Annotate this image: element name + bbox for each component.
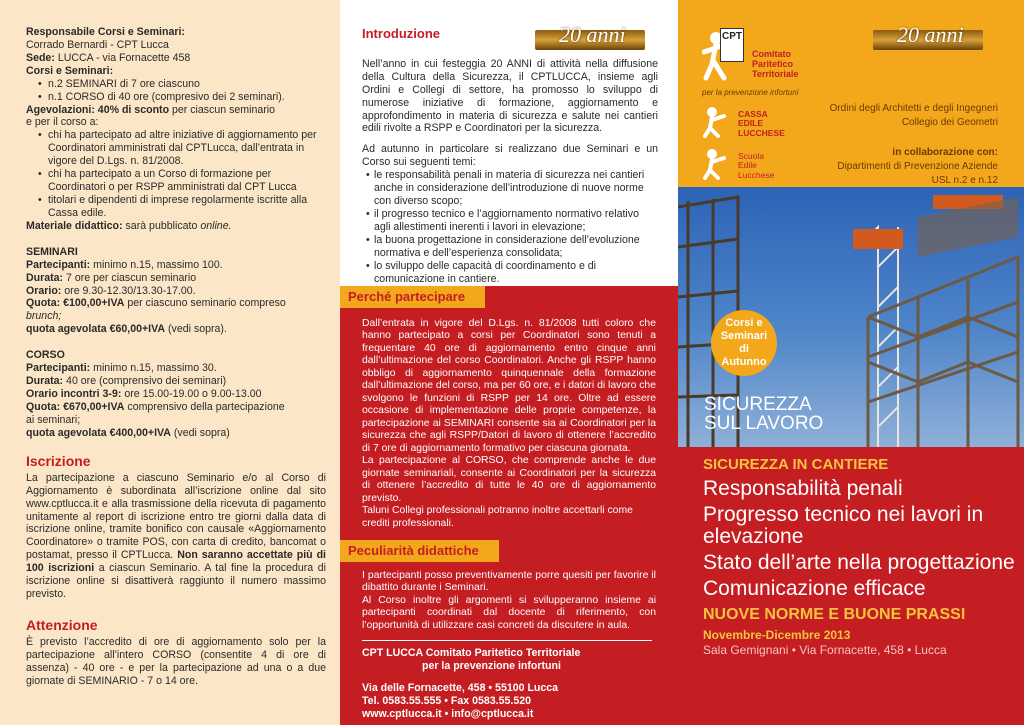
perche-title: Perché partecipare bbox=[340, 286, 485, 308]
anniversary-badge bbox=[535, 22, 645, 56]
corso-value: comprensivo della partecipazione bbox=[127, 400, 285, 413]
resp-label: Responsabile Corsi e Seminari: bbox=[26, 26, 185, 38]
collab-label: in collaborazione con: bbox=[892, 147, 998, 158]
cpt-name: Paritetico bbox=[752, 58, 794, 69]
responsabile-section bbox=[26, 26, 326, 233]
sede-value: LUCCA - via Fornacette 458 bbox=[57, 51, 191, 64]
main-title: SICUREZZA IN CANTIERE bbox=[703, 456, 889, 473]
attenzione-title: Attenzione bbox=[26, 616, 98, 633]
header-block bbox=[678, 0, 1024, 187]
collab-line: Dipartimenti di Prevenzione Aziende bbox=[837, 161, 998, 172]
collab-block bbox=[837, 146, 998, 188]
left-panel bbox=[0, 0, 340, 725]
circle-line: Autunno bbox=[721, 356, 767, 369]
mat-label: Materiale didattico: bbox=[26, 219, 123, 232]
corso-agev-value: (vedi sopra) bbox=[173, 426, 230, 439]
intro-p2: Ad autunno in particolare si realizzano due Seminari e un Corso sui seguenti temi: bbox=[362, 143, 658, 169]
cassa-edile-logo bbox=[702, 104, 785, 142]
intro-item: • la buona progettazione in considerazione dell’evoluzione normativa e dell’esperienza consolidata; bbox=[362, 234, 658, 260]
iscrizione-body: La partecipazione a ciascuno Seminario e/o al Corso di Aggiornamento è subordinata all’iscrizione online dal sito www.cptlucca.it e alla trasmissione della ricevuta di pagamento unitamente al report di iscrizione entro tre giorni dalla data di iscrizione online, tramite bonifico con causale «Aggiornamento Coordinatore» o tramite POS, con carta di credito, bancomat o postamat, presso il CPTLucca. bbox=[26, 471, 326, 562]
agev-rest: per ciascun seminario bbox=[172, 103, 276, 116]
cassa-label: CASSA bbox=[738, 109, 768, 119]
intro-item: • lo sviluppo delle capacità di coordinamento e di comunicazione in cantiere. bbox=[362, 260, 658, 286]
divider bbox=[362, 640, 652, 641]
scaffolding-photo bbox=[678, 187, 1024, 447]
sede-label: Sede: bbox=[26, 51, 55, 64]
ordini-block bbox=[830, 102, 998, 130]
seminari-brunch: brunch; bbox=[26, 310, 62, 323]
corso-title: CORSO bbox=[26, 349, 65, 362]
circle-line: Seminari bbox=[720, 329, 768, 342]
sicurezza-lavoro bbox=[704, 395, 823, 433]
circle-line: Corsi e bbox=[725, 316, 763, 329]
ordini-line: Ordini degli Architetti e degli Ingegneri bbox=[829, 103, 998, 114]
topic: Comunicazione efficace bbox=[703, 577, 926, 601]
agev-cont: e per il corso a: bbox=[26, 116, 99, 129]
seminari-value: minimo n.15, massimo 100. bbox=[93, 258, 223, 271]
cpt-name: Comitato bbox=[752, 49, 791, 59]
scuola-edile-logo bbox=[702, 146, 775, 184]
corsi-item: • n.1 CORSO di 40 ore (compresivo dei 2 seminari). bbox=[26, 91, 326, 104]
corso-label: Partecipanti: bbox=[26, 362, 91, 375]
intro-item: • le responsabilità penali in materia di sicurezza nei cantieri anche in considerazione dell’introduzione di nuove norme con diverso scopo; bbox=[362, 169, 658, 208]
pecul-text2: Al Corso inoltre gli argomenti si svilupperanno insieme ai partecipanti coordinati dal docente di riferimento, con l’opportunità di utilizzare casi concreti da discutere in aula. bbox=[362, 594, 656, 631]
seminari-agev-label: quota agevolata €60,00+IVA bbox=[26, 323, 166, 336]
corso-agev-label: quota agevolata €400,00+IVA bbox=[26, 426, 171, 439]
cpt-box: CPT bbox=[720, 28, 744, 62]
corso-seminari: ai seminari; bbox=[26, 413, 81, 426]
ordini-line: Collegio dei Geometri bbox=[901, 117, 998, 128]
corso-label: Durata: bbox=[26, 375, 64, 388]
agev-item: • chi ha partecipato ad altre iniziative di aggiornamento per Coordinatori amministrati dal CPTLucca, dall’entrata in vigore del D.Lgs. n. 81/2008. bbox=[26, 129, 326, 168]
iscrizione-title: Iscrizione bbox=[26, 452, 91, 469]
sl-line: SUL LAVORO bbox=[704, 413, 824, 434]
badge-text: 20 anni bbox=[559, 22, 626, 47]
seminari-label: Partecipanti: bbox=[26, 258, 91, 271]
org-line1: CPT LUCCA Comitato Paritetico Territoriale bbox=[362, 647, 581, 660]
phone: Tel. 0583.55.555 • Fax 0583.55.520 bbox=[362, 695, 532, 708]
cpt-tag: per la prevenzione infortuni bbox=[702, 88, 799, 97]
collab-line: USL n.2 e n.12 bbox=[931, 175, 998, 186]
intro-title: Introduzione bbox=[362, 26, 440, 41]
pecul-text: I partecipanti posso preventivamente porre quesiti per favorire il dibattito durante i Seminari. bbox=[362, 569, 656, 594]
event-location: Sala Gemignani • Via Fornacette, 458 • Lucca bbox=[703, 642, 947, 657]
corso-value: minimo n.15, massimo 30. bbox=[93, 362, 217, 375]
event-date: Novembre-Dicembre 2013 bbox=[703, 628, 851, 643]
scuola-label: Lucchese bbox=[738, 169, 775, 180]
intro-item: • il progresso tecnico e l’aggiornamento normativo relativo agli allestimenti inerenti i lavori in elevazione; bbox=[362, 208, 658, 234]
perche-text2: La partecipazione al CORSO, che comprende anche le due giornate seminariali, consente ai Coordinatori per la sicurezza di ottenere l’accredito di tutte le 40 ore di aggiornamento previsto. bbox=[362, 455, 656, 504]
perche-text: Dall’entrata in vigore del D.Lgs. n. 81/2008 tutti coloro che hanno partecipato a corsi per Coordinatori sono tenuti a frequentare 40 ore di aggiornamento entro cinque anni dall’ultimazione del corso Coordinatori. Anche gli RSPP hanno obbligo di aggiornamento quinquennale della formazione dall’ultimazione del corso, ma per 60 ore, e i datori di lavoro che svolgono le funzioni di RSPP per 14 ore. Oltre ad essere occasione di implementazione delle proprie competenze, la partecipazione ai SEMINARI consente sia ai Coordinatori per la sicurezza che agli RSPP/Datori di lavoro di ottenere l’accredito di 7 ore di aggiornamento formativo per ciascuna giornata. bbox=[362, 317, 656, 454]
topics-block bbox=[678, 447, 1024, 725]
corso-value: 40 ore (comprensivo dei seminari) bbox=[66, 375, 227, 388]
sl-line: SICUREZZA bbox=[704, 394, 812, 415]
corsi-label: Corsi e Seminari: bbox=[26, 64, 114, 77]
corso-value: ore 15.00-19.00 o 9.00-13.00 bbox=[124, 387, 262, 400]
intro-p1: Nell’anno in cui festeggia 20 ANNI di attività nella diffusione della Cultura della Sicurezza, il CPTLUCCA, insieme agli Ordini e Collegi di settore, ha promosso lo sviluppo di numerose iniziative di formazione, aggiornamento e approfondimento in materia di sicurezza e salute nei cantieri edili rivolte a RSPP e Coordinatori per la sicurezza. bbox=[362, 57, 658, 135]
corso-label: Orario incontri 3-9: bbox=[26, 387, 122, 400]
anniversary-badge bbox=[873, 22, 983, 56]
red-section bbox=[340, 286, 678, 725]
pecul-title: Peculiarità didattiche bbox=[340, 540, 499, 562]
topic: Responsabilità penali bbox=[703, 477, 903, 501]
agev-item: • chi ha partecipato a un Corso di formazione per Coordinatori o per RSPP amministrati dal CPT Lucca bbox=[26, 168, 326, 194]
corsi-item: • n.2 SEMINARI di 7 ore ciascuno bbox=[26, 78, 326, 91]
website[interactable]: www.cptlucca.it • info@cptlucca.it bbox=[362, 708, 534, 721]
topic: Stato dell’arte nella progettazione bbox=[703, 551, 1015, 575]
cassa-label: LUCCHESE bbox=[738, 127, 785, 138]
topic: Progresso tecnico nei lavori in elevazione bbox=[703, 503, 984, 549]
corso-section bbox=[26, 349, 326, 439]
seminari-agev-value: (vedi sopra). bbox=[168, 323, 227, 336]
right-panel bbox=[678, 0, 1024, 725]
cpt-name: Territoriale bbox=[752, 68, 799, 79]
agev-label: Agevolazioni: 40% di sconto bbox=[26, 103, 170, 116]
mat-online: online. bbox=[200, 219, 232, 232]
corso-label: Quota: €670,00+IVA bbox=[26, 400, 125, 413]
seminari-title: SEMINARI bbox=[26, 245, 78, 258]
seminari-label: Durata: bbox=[26, 271, 64, 284]
season-circle bbox=[711, 310, 777, 376]
seminari-label: Orario: bbox=[26, 284, 62, 297]
org-line2: per la prevenzione infortuni bbox=[422, 660, 561, 673]
scuola-label: Edile bbox=[738, 160, 757, 171]
seminari-section bbox=[26, 246, 326, 336]
cpt-logo bbox=[702, 26, 799, 97]
attenzione-text: È previsto l’accredito di ore di aggiornamento solo per la partecipazione all’intero CORSO (consentite 4 di ore di assenza) - 40 ore - e per la partecipazione ad una o a due giornate di SEMINARIO - 7 o 14 ore. bbox=[26, 636, 326, 687]
iscrizione-text bbox=[26, 472, 326, 601]
resp-name: Corrado Bernardi - CPT Lucca bbox=[26, 38, 169, 51]
cassa-label: EDILE bbox=[738, 118, 764, 129]
perche-text3: Taluni Collegi professionali potranno inoltre accettarli come crediti professionali. bbox=[362, 505, 633, 529]
subtitle: NUOVE NORME E BUONE PRASSI bbox=[703, 605, 966, 623]
seminari-value: 7 ore per ciascun seminario bbox=[66, 271, 197, 284]
seminari-label: Quota: €100,00+IVA bbox=[26, 297, 125, 310]
seminari-value: ore 9.30-12.30/13.30-17.00. bbox=[64, 284, 196, 297]
middle-panel bbox=[340, 0, 678, 725]
seminari-value: per ciascuno seminario compreso bbox=[127, 297, 286, 310]
agev-item: • titolari e dipendenti di imprese regolarmente iscritte alla Cassa edile. bbox=[26, 194, 326, 220]
badge-text: 20 anni bbox=[897, 22, 964, 47]
circle-line: di bbox=[739, 343, 749, 355]
mat-value: sarà pubblicato bbox=[125, 219, 198, 232]
iscrizione-rest: a ciascun Seminario. A tal fine la procedura di iscrizione online si disattiverà raggiunto il numero massimo previsto. bbox=[26, 562, 326, 601]
scuola-label: Scuola bbox=[738, 151, 764, 161]
worker-icon bbox=[702, 146, 736, 180]
address: Via delle Fornacette, 458 • 55100 Lucca bbox=[362, 682, 559, 695]
iscrizione-bold: Non saranno accettate più di 100 iscrizioni bbox=[26, 549, 326, 575]
worker-icon bbox=[702, 104, 736, 138]
